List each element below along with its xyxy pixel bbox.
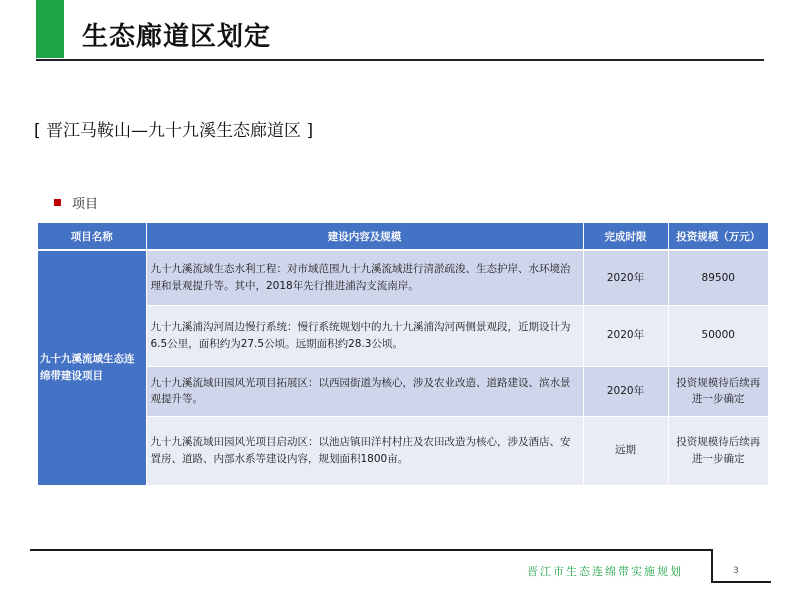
footer-divider-right [711,581,771,583]
column-header-project-name: 项目名称 [38,223,146,250]
footer-title: 晋江市生态连绵带实施规划 [527,565,683,578]
column-header-deadline: 完成时限 [583,223,668,250]
footer-divider [30,549,712,551]
column-header-content: 建设内容及规模 [146,223,583,250]
investment-cell: 50000 [668,305,768,366]
content-cell: 九十九溪流域田园风光项目拓展区：以西园街道为核心，涉及农业改造、道路建设、滨水景观提升等。 [146,366,583,416]
deadline-cell: 2020年 [583,250,668,305]
page-number: 3 [733,566,739,576]
deadline-cell: 远期 [583,416,668,485]
deadline-cell: 2020年 [583,366,668,416]
header-divider [36,59,764,61]
footer-divider-step [711,549,713,583]
bullet-item [54,193,98,212]
project-name-cell: 九十九溪流域生态连绵带建设项目 [38,250,146,485]
investment-cell: 投资规模待后续再进一步确定 [668,366,768,416]
table-row [38,305,768,366]
content-cell: 九十九溪浦沟河周边慢行系统：慢行系统规划中的九十九溪浦沟河两侧景观段，近期设计为6.5公里，面积约为27.5公顷。远期面积约28.3公顷。 [146,305,583,366]
bullet-label: 项目 [72,197,99,212]
header-accent-bar [36,0,64,58]
page-title: 生态廊道区划定 [82,22,272,52]
investment-cell: 投资规模待后续再进一步确定 [668,416,768,485]
table-row [38,366,768,416]
column-header-investment: 投资规模（万元） [668,223,768,250]
content-cell: 九十九溪流域生态水利工程：对市域范围九十九溪流域进行清淤疏浚、生态护岸、水环境治理和景观提升等。其中，2018年先行推进浦沟支流南岸。 [146,250,583,305]
bullet-square-icon [54,199,61,206]
table-header-row [38,223,768,250]
deadline-cell: 2020年 [583,305,668,366]
project-table [38,223,768,486]
content-cell: 九十九溪流域田园风光项目启动区：以池店镇田洋村村庄及农田改造为核心，涉及酒店、安置房、道路、内部水系等建设内容，规划面积1800亩。 [146,416,583,485]
table-row [38,250,768,305]
table-row [38,416,768,485]
investment-cell: 89500 [668,250,768,305]
section-title: [ 晋江马鞍山—九十九溪生态廊道区 ] [34,121,314,141]
